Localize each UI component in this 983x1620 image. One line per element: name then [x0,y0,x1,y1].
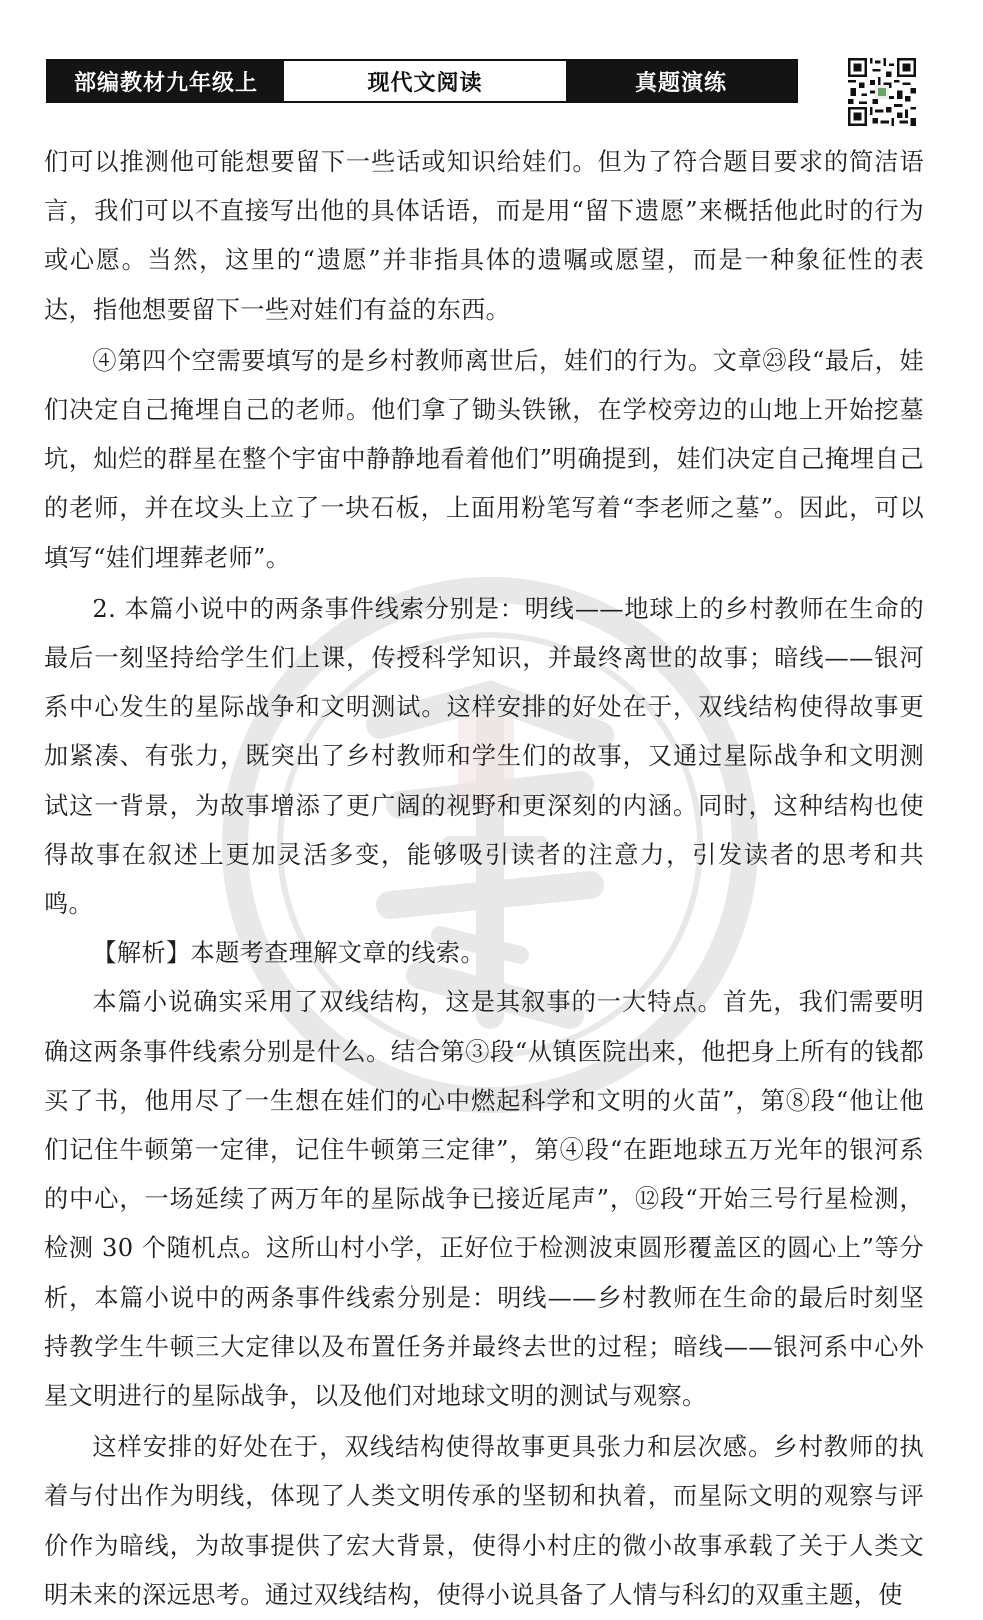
paragraph-analysis: 本篇小说确实采用了双线结构，这是其叙事的一大特点。首先，我们需要明确这两条事件线索分别是什么。结合第③段“从镇医院出来，他把身上所有的钱都买了书，他用尽了一生想在娃们的心中燃起科学和文明的火苗”，第⑧段“他让他们记住牛顿第一定律，记住牛顿第三定律”，第④段“在距地球五万光年的银河系的中心，一场延续了两万年的星际战争已接近尾声”，⑫段“开始三号行星检测，检测 30 个随机点。这所山村小学，正好位于检测波束圆形覆盖区的圆心上”等分析，本篇小说中的两条事件线索分别是：明线——乡村教师在生命的最后时刻坚持教学生牛顿三大定律以及布置任务并最终去世的过程；暗线——银河系中心外星文明进行的星际战争，以及他们对地球文明的测试与观察。 [44,988,924,1411]
paragraph-question-two: 2. 本篇小说中的两条事件线索分别是：明线——地球上的乡村教师在生命的最后一刻坚持给学生们上课，传授科学知识，并最终离世的故事；暗线——银河系中心发生的星际战争和文明测试。这样安排的好处在于，双线结构使得故事更加紧凑、有张力，既突出了乡村教师和学生们的故事，又通过星际战争和文明测试这一背景，为故事增添了更广阔的视野和更深刻的内涵。同时，这种结构也使得故事在叙述上更加灵活多变，能够吸引读者的注意力，引发读者的思考和共鸣。 [44,594,924,919]
paragraph-benefit: 这样安排的好处在于，双线结构使得故事更具张力和层次感。乡村教师的执着与付出作为明线，体现了人类文明传承的坚韧和执着，而星际文明的观察与评价作为暗线，为故事提供了宏大背景，使得小村庄的微小故事承载了关于人类文明未来的深远思考。通过双线结构，使得小说具备了人情与科幻的双重主题，使 [44,1433,924,1609]
paragraph-analysis-label: 【解析】本题考查理解文章的线索。 [92,939,485,968]
header-practice-label: 真题演练 [566,61,796,101]
paragraph-blank-four: ④第四个空需要填写的是乡村教师离世后，娃们的行为。文章㉓段“最后，娃们决定自己掩埋自己的老师。他们拿了锄头铁锹，在学校旁边的山地上开始挖墓坑，灿烂的群星在整个宇宙中静静地看着他们”明确提到，娃们决定自己掩埋自己的老师，并在坟头上立了一块石板，上面用粉笔写着“李老师之墓”。因此，可以填写“娃们埋葬老师”。 [44,346,924,572]
qr-code-icon [848,58,916,126]
answer-text [44,138,924,1620]
page-header [46,59,798,103]
header-section-label: 现代文阅读 [284,61,566,101]
paragraph-continuation: 们可以推测他可能想要留下一些话或知识给娃们。但为了符合题目要求的简洁语言，我们可以不直接写出他的具体话语，而是用“留下遗愿”来概括他此时的行为或心愿。当然，这里的“遗愿”并非指具体的遗嘱或愿望，而是一种象征性的表达，指他想要留下一些对娃们有益的东西。 [44,148,924,324]
header-textbook-label: 部编教材九年级上 [48,61,284,101]
